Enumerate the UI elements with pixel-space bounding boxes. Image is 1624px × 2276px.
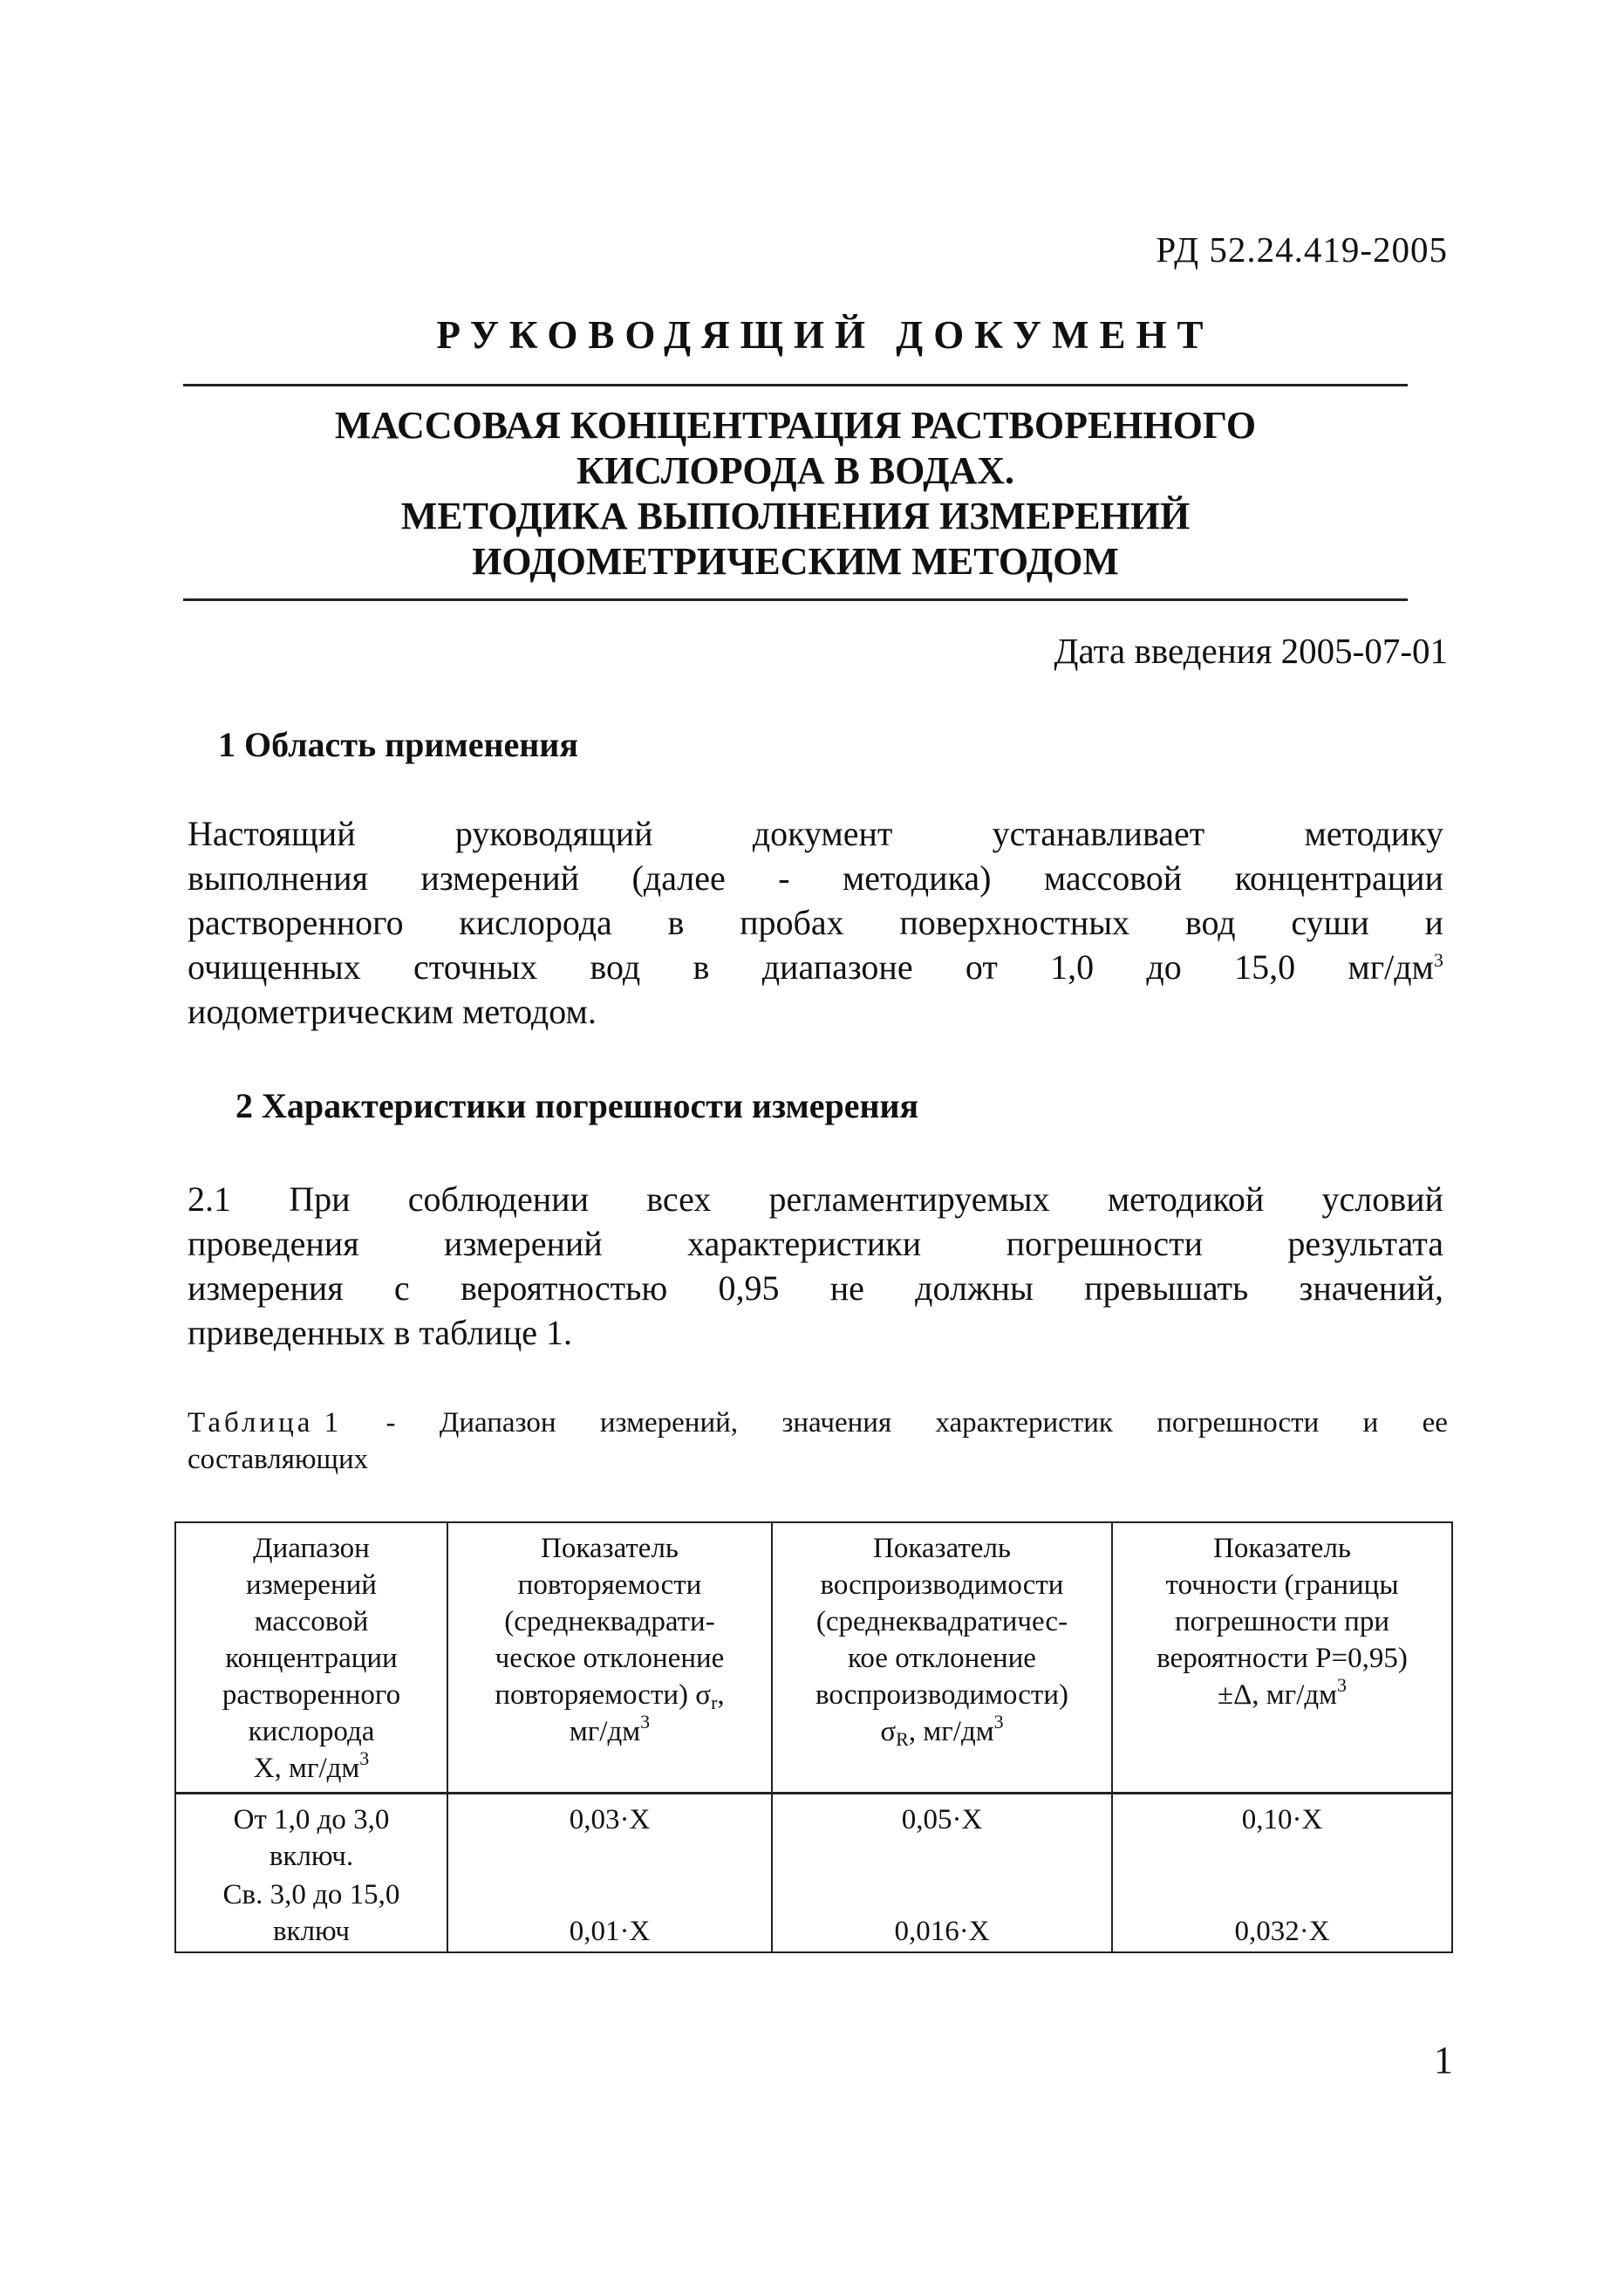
word: всех: [646, 1179, 712, 1219]
section-1-paragraph: [188, 811, 1443, 1034]
title-line: ИОДОМЕТРИЧЕСКИМ МЕТОДОМ: [472, 540, 1119, 583]
header-measurement-range: Диапазон измерений массовой концентрации растворенного кислорода Х, $мг/дм^3$: [175, 1522, 447, 1794]
word: измерения: [188, 1268, 344, 1308]
paragraph-line: [188, 1266, 1443, 1310]
word: и: [1362, 1407, 1379, 1439]
cell-accuracy: 0,10·Х: [1112, 1794, 1452, 1877]
header-repeatability: Показатель повторяемости (среднеквадрати- ческое отклонение повторяемости) $\sigma_r$, $мг/дм^3$: [447, 1522, 772, 1794]
word: регламентируемых: [768, 1179, 1050, 1219]
title-line: МЕТОДИКА ВЫПОЛНЕНИЯ ИЗМЕРЕНИЙ: [400, 495, 1191, 537]
word: превышать: [1084, 1268, 1249, 1308]
word: концентрации: [1234, 858, 1443, 898]
cell-reproducibility: 0,05·Х: [772, 1794, 1112, 1877]
section-2-heading: 2 Характеристики погрешности измерения: [235, 1086, 919, 1125]
document-code: РД 52.24.419-2005: [1156, 229, 1448, 270]
word: методика): [842, 858, 992, 898]
word: 1,0: [1050, 947, 1095, 987]
word: не: [829, 1268, 864, 1308]
cell-range: Св. 3,0 до 15,0 включ: [175, 1876, 447, 1952]
paragraph-line: иодометрическим методом.: [188, 992, 597, 1031]
word: поверхностных: [899, 903, 1130, 942]
paragraph-line: [188, 1177, 1443, 1221]
word: измерений: [420, 858, 580, 898]
word: измерений: [444, 1224, 603, 1263]
title-rule-bottom: [183, 598, 1408, 601]
header-reproducibility: Показатель воспроизводимости (среднеквадратичес- кое отклонение воспроизводимости) $\sigma_R$, $мг/дм^3$: [772, 1522, 1112, 1794]
introduction-date: Дата введения 2005-07-01: [1054, 631, 1448, 671]
word: и: [1424, 903, 1443, 942]
word: погрешности: [1157, 1407, 1320, 1439]
word: -: [386, 1407, 396, 1439]
table-row: [175, 1876, 1452, 1952]
word: вод: [590, 947, 641, 987]
paragraph-line: [188, 945, 1443, 989]
caption-label: Таблица 1: [188, 1407, 343, 1439]
cell-reproducibility: 0,016·Х: [772, 1876, 1112, 1952]
word: устанавливает: [992, 814, 1205, 853]
word: характеристики: [687, 1224, 922, 1263]
word: измерений,: [599, 1407, 739, 1439]
section-2-paragraph: [188, 1177, 1443, 1355]
paragraph-line: [188, 1221, 1443, 1266]
word: вероятностью: [460, 1268, 668, 1308]
word: диапазоне: [761, 947, 913, 987]
word: суши: [1291, 903, 1369, 942]
word: -: [778, 858, 790, 898]
table-header-row: [175, 1522, 1452, 1794]
paragraph-line: приведенных в таблице 1.: [188, 1313, 572, 1352]
word: в: [667, 903, 685, 942]
word: 15,0: [1234, 947, 1296, 987]
word: методику: [1304, 814, 1443, 853]
cell-repeatability: 0,03·Х: [447, 1794, 772, 1877]
word: документ: [752, 814, 893, 853]
word: кислорода: [459, 903, 612, 942]
document-title: [183, 403, 1408, 584]
word: Настоящий: [188, 814, 356, 853]
word: вод: [1184, 903, 1236, 942]
table-row: [175, 1794, 1452, 1877]
word: пробах: [740, 903, 844, 942]
word: очищенных: [188, 947, 361, 987]
word: (далее: [631, 858, 726, 898]
word: сточных: [413, 947, 538, 987]
caption-line: [188, 1405, 1448, 1441]
title-rule-top: [183, 384, 1408, 386]
word: должны: [915, 1268, 1034, 1308]
word: значений,: [1299, 1268, 1443, 1308]
word: характеристик: [935, 1407, 1113, 1439]
word: руководящий: [454, 814, 653, 853]
caption-line: составляющих: [188, 1444, 369, 1475]
paragraph-line: [188, 811, 1443, 856]
word: условий: [1321, 1179, 1443, 1219]
word: погрешности: [1006, 1224, 1203, 1263]
cell-accuracy: 0,032·Х: [1112, 1876, 1452, 1952]
page-number: 1: [1434, 2039, 1453, 2081]
word: массовой: [1043, 858, 1183, 898]
word: проведения: [188, 1224, 359, 1263]
word: 0,95: [718, 1268, 780, 1308]
unit: $мг/дм^3$: [1348, 947, 1443, 987]
title-line: МАССОВАЯ КОНЦЕНТРАЦИЯ РАСТВОРЕННОГО: [334, 404, 1257, 447]
word: растворенного: [188, 903, 404, 942]
word: с: [393, 1268, 410, 1308]
error-characteristics-table: [174, 1521, 1453, 1953]
word: При: [289, 1179, 351, 1219]
word: Диапазон: [439, 1407, 556, 1439]
document-kind: РУКОВОДЯЩИЙ ДОКУМЕНТ: [436, 313, 1214, 357]
word: от: [965, 947, 998, 987]
word: соблюдении: [407, 1179, 589, 1219]
word: выполнения: [188, 858, 368, 898]
cell-repeatability: 0,01·Х: [447, 1876, 772, 1952]
word: 2.1: [188, 1179, 231, 1219]
word: методикой: [1107, 1179, 1265, 1219]
paragraph-line: [188, 856, 1443, 900]
header-accuracy: Показатель точности (границы погрешности при вероятности Р=0,95) ±Δ, $мг/дм^3$: [1112, 1522, 1452, 1794]
title-line: КИСЛОРОДА В ВОДАХ.: [576, 449, 1015, 492]
word: результата: [1287, 1224, 1443, 1263]
paragraph-line: [188, 900, 1443, 945]
section-1-heading: 1 Область применения: [218, 725, 578, 764]
cell-range: От 1,0 до 3,0 включ.: [175, 1794, 447, 1877]
word: ее: [1422, 1407, 1448, 1439]
word: в: [693, 947, 710, 987]
word: до: [1146, 947, 1182, 987]
word: значения: [781, 1407, 892, 1439]
table-caption: [188, 1405, 1448, 1478]
